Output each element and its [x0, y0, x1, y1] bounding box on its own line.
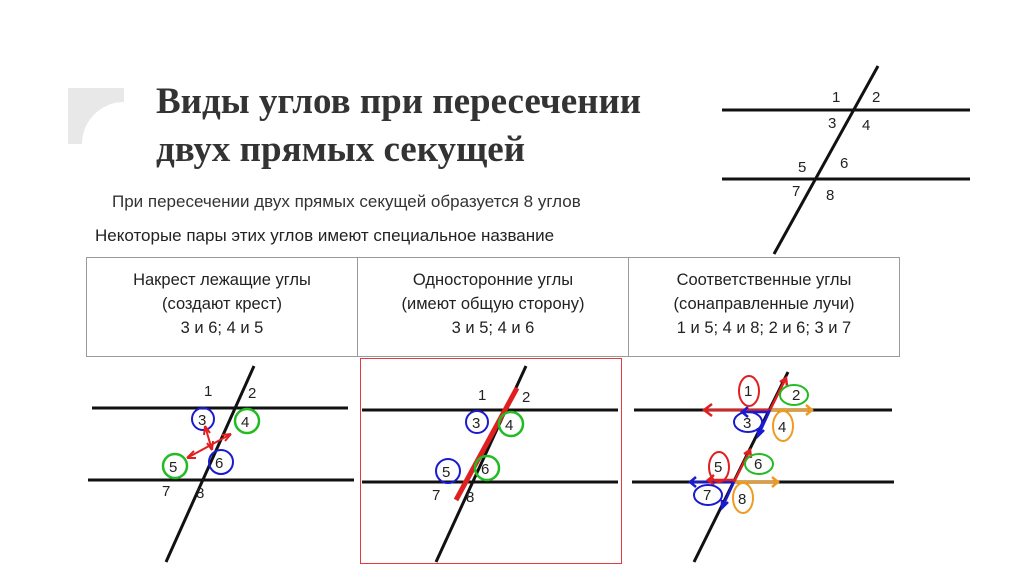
column-note: (имеют общую сторону) — [401, 295, 585, 313]
main-transversal-figure — [722, 64, 974, 256]
same-side-angles-figure — [360, 358, 624, 566]
column-name: Соответственные углы — [676, 271, 852, 289]
title-line-2: двух прямых секущей — [156, 129, 526, 170]
angle-label-1: 1 — [744, 383, 753, 400]
angle-label-5: 5 — [442, 464, 451, 481]
angle-label-6: 6 — [754, 456, 763, 473]
angle-label-2: 2 — [792, 387, 801, 404]
subtitle-special-names: Некоторые пары этих углов имеют специальное название — [95, 226, 555, 245]
angle-label-8: 8 — [196, 485, 205, 502]
angle-label-3: 3 — [828, 115, 837, 132]
title-line-1: Виды углов при пересечении — [156, 81, 642, 122]
column-pairs: 3 и 6; 4 и 5 — [180, 319, 264, 337]
angle-label-2: 2 — [522, 389, 531, 406]
angle-label-5: 5 — [714, 459, 723, 476]
angle-label-1: 1 — [832, 89, 841, 106]
angle-label-4: 4 — [862, 117, 871, 134]
angle-label-2: 2 — [248, 385, 257, 402]
column-same-side-angles — [358, 258, 629, 357]
angle-label-1: 1 — [478, 387, 487, 404]
column-note: (сонаправленные лучи) — [673, 295, 855, 313]
angle-label-7: 7 — [432, 487, 441, 504]
angle-label-5: 5 — [169, 459, 178, 476]
angle-label-8: 8 — [738, 491, 747, 508]
angle-label-4: 4 — [241, 414, 250, 431]
alternate-angles-figure — [86, 358, 356, 566]
column-pairs: 3 и 5; 4 и 6 — [451, 319, 535, 337]
angle-label-5: 5 — [798, 159, 807, 176]
subtitle-eight-angles: При пересечении двух прямых секущей образуется 8 углов — [112, 192, 581, 211]
slide-title — [156, 78, 716, 174]
angle-label-8: 8 — [466, 489, 475, 506]
angle-label-4: 4 — [778, 419, 787, 436]
angle-label-3: 3 — [472, 415, 481, 432]
angle-label-4: 4 — [505, 417, 514, 434]
column-corresponding-angles — [629, 258, 900, 357]
angle-label-7: 7 — [162, 483, 171, 500]
angle-label-6: 6 — [215, 455, 224, 472]
angle-label-8: 8 — [826, 187, 835, 204]
angle-label-3: 3 — [198, 412, 207, 429]
angle-label-6: 6 — [481, 461, 490, 478]
transversal-line — [774, 66, 881, 254]
angle-types-table — [86, 257, 900, 357]
column-name: Односторонние углы — [412, 271, 574, 289]
column-pairs: 1 и 5; 4 и 8; 2 и 6; 3 и 7 — [676, 319, 852, 337]
angle-label-7: 7 — [792, 183, 801, 200]
angle-label-1: 1 — [204, 383, 213, 400]
angle-label-3: 3 — [743, 415, 752, 432]
angle-label-2: 2 — [872, 89, 881, 106]
decorative-corner-shape — [68, 88, 124, 144]
corresponding-angles-figure — [630, 358, 900, 566]
column-name: Накрест лежащие углы — [133, 271, 311, 289]
column-alternate-angles — [87, 258, 358, 357]
column-note: (создают крест) — [162, 295, 282, 313]
angle-label-6: 6 — [840, 155, 849, 172]
angle-label-7: 7 — [703, 487, 712, 504]
